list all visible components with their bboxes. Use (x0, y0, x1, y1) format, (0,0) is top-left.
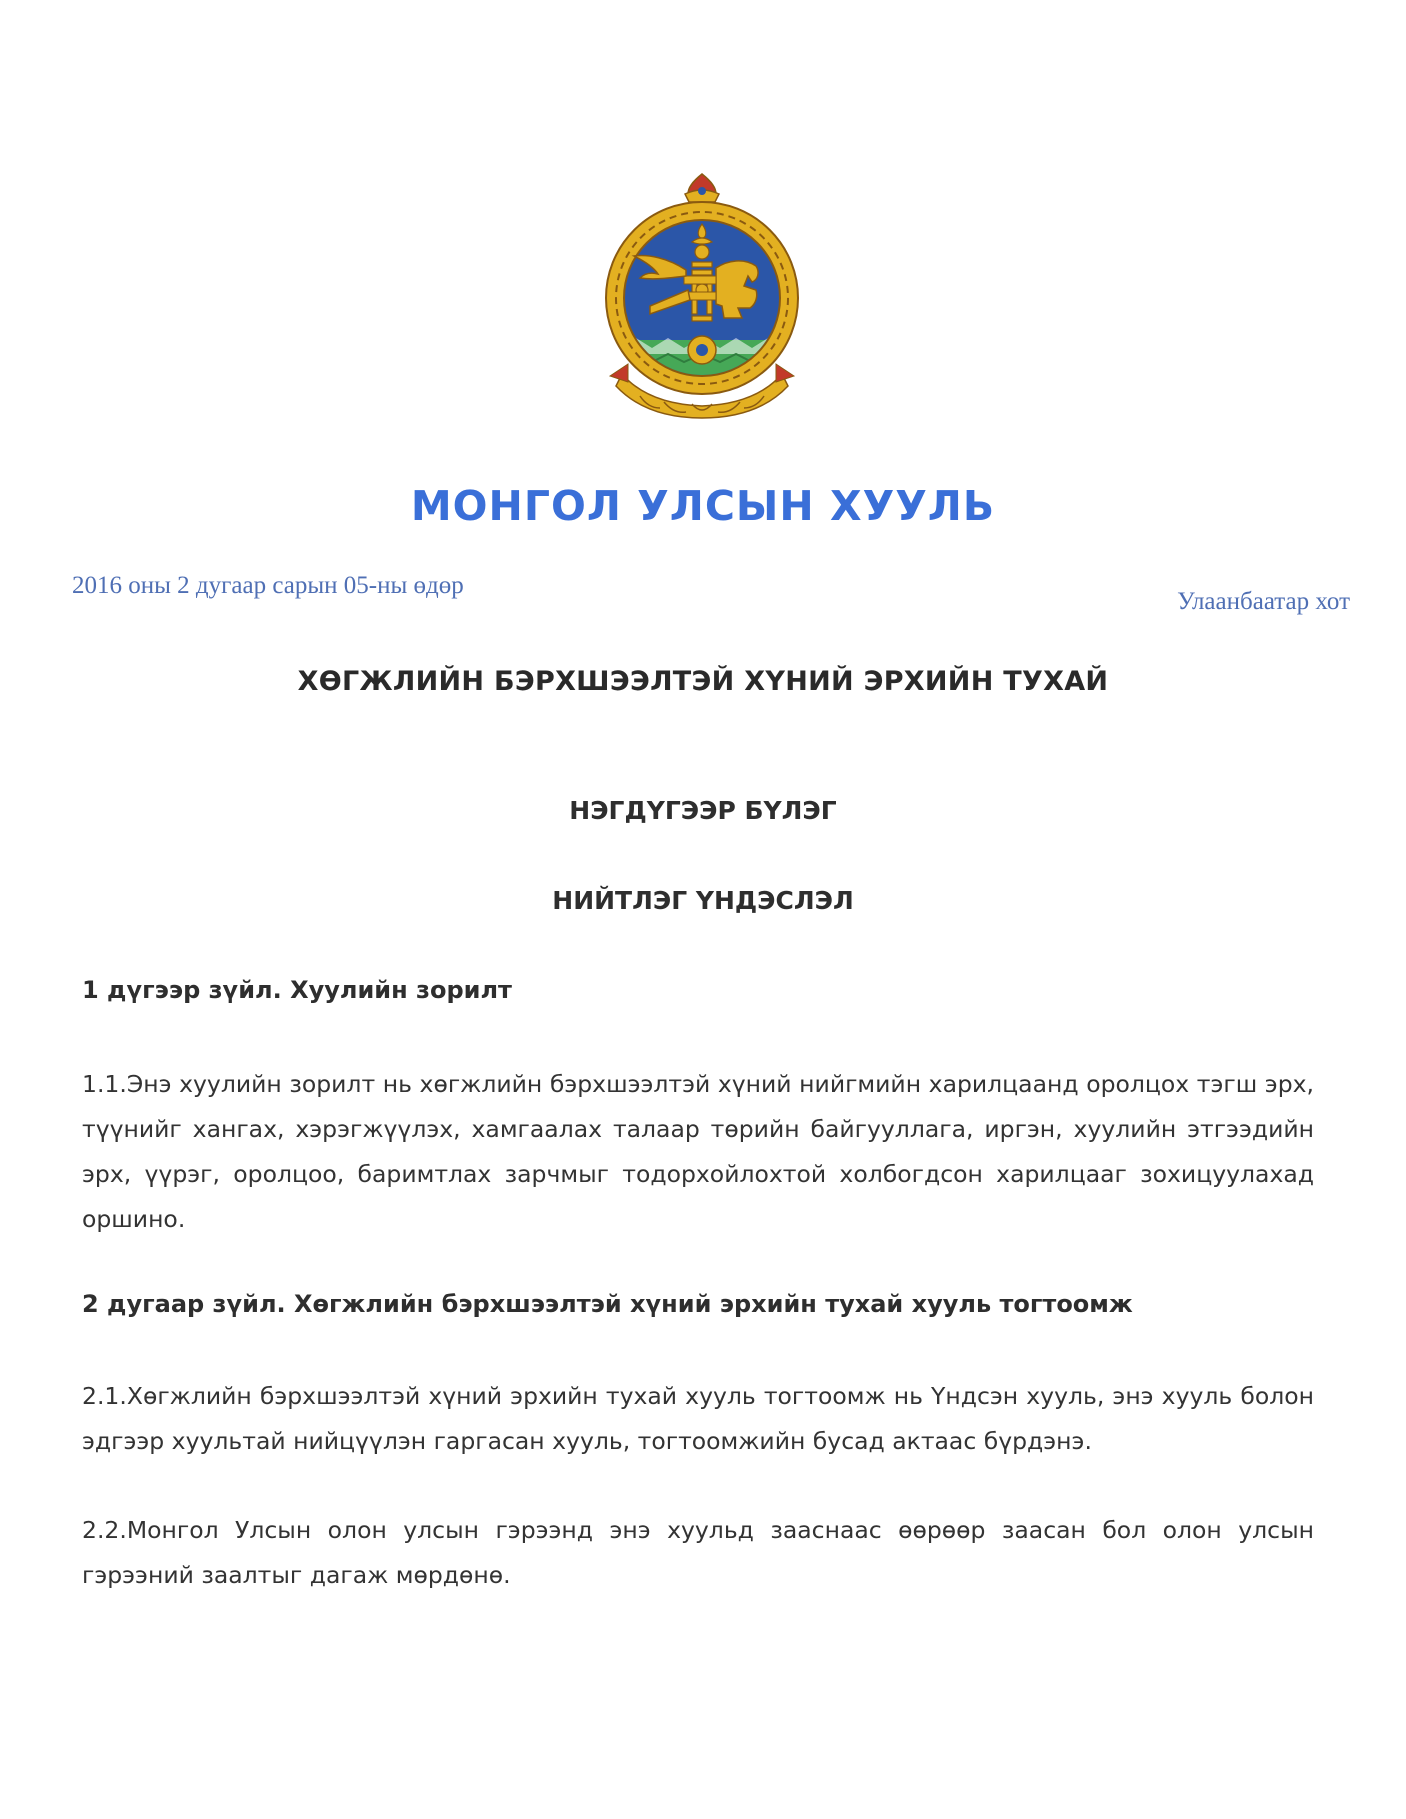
document-title: МОНГОЛ УЛСЫН ХУУЛЬ (410, 482, 996, 530)
document-date: 2016 оны 2 дугаар сарын 05-ны өдөр (72, 572, 464, 599)
article-title: 1 дүгээр зүйл. Хуулийн зорилт (82, 976, 512, 1004)
chapter-name: НИЙТЛЭГ ҮНДЭСЛЭЛ (552, 886, 854, 915)
law-name: ХӨГЖЛИЙН БЭРХШЭЭЛТЭЙ ХҮНИЙ ЭРХИЙН ТУХАЙ (297, 666, 1109, 697)
state-emblem-icon (588, 172, 816, 420)
chapter-number: НЭГДҮГЭЭР БҮЛЭГ (569, 796, 837, 825)
article-paragraph: 2.1.Хөгжлийн бэрхшээлтэй хүний эрхийн тухай хууль тогтоомж нь Үндсэн хууль, энэ хууль болон эдгээр хуультай нийцүүлэн гаргасан хууль, тогтоомжийн бусад актаас бүрдэнэ. (82, 1382, 1314, 1455)
article-paragraph: 2.2.Монгол Улсын олон улсын гэрээнд энэ хуульд зааснаас өөрөөр заасан бол олон улсын гэрээний заалтыг дагаж мөрдөнө. (82, 1516, 1314, 1589)
document-place: Улаанбаатар хот (1177, 588, 1350, 615)
article-title: 2 дугаар зүйл. Хөгжлийн бэрхшээлтэй хүний эрхийн тухай хууль тогтоомж (82, 1290, 1133, 1318)
emblem-jewel (685, 174, 719, 202)
article-paragraph: 1.1.Энэ хуулийн зорилт нь хөгжлийн бэрхшээлтэй хүний нийгмийн харилцаанд оролцох тэгш эрх, түүнийг хангах, хэрэгжүүлэх, хамгаалах талаар төрийн байгууллага, иргэн, хуулийн этгээдийн эрх, үүрэг, оролцоо, баримтлах зарчмыг тодорхойлохтой холбогдсон харилцааг зохицуулахад оршино. (82, 1070, 1314, 1233)
